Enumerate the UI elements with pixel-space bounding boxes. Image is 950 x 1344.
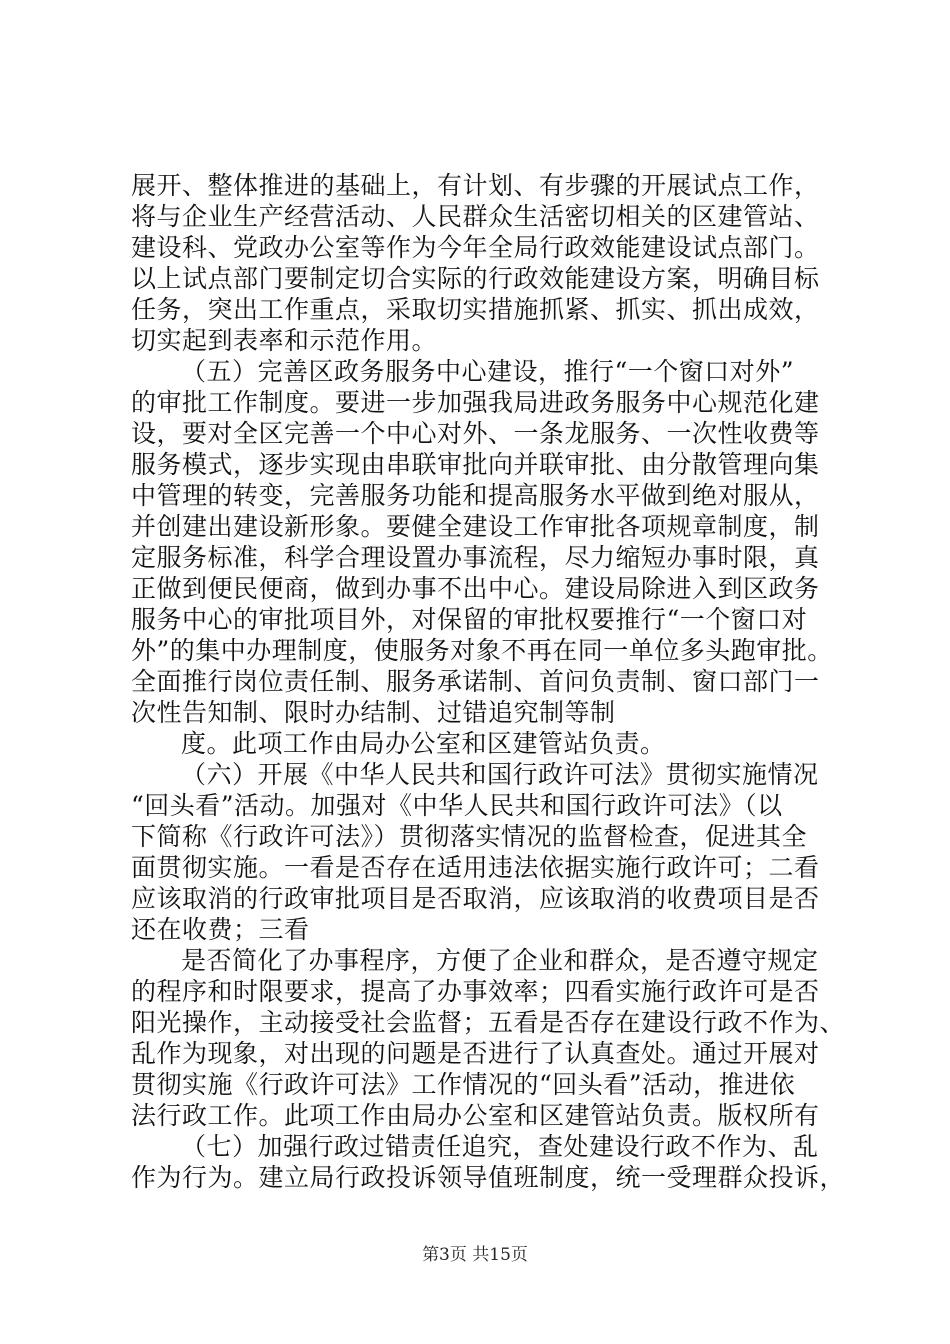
text-line: 外”的集中办理制度，使服务对象不再在同一单位多头跑审批。: [131, 636, 833, 665]
text-line: 并创建出建设新形象。要健全建设工作审批各项规章制度，制: [131, 512, 820, 541]
text-line: 定服务标准，科学合理设置办事流程，尽力缩短办事时限，真: [131, 543, 820, 572]
text-line: 服务中心的审批项目外，对保留的审批权要推行“一个窗口对: [131, 605, 808, 634]
text-line: 全面推行岗位责任制、服务承诺制、首问负责制、窗口部门一: [131, 667, 820, 696]
text-line: （六）开展《中华人民共和国行政许可法》贯彻实施情况: [181, 760, 819, 789]
document-body: [131, 170, 851, 1193]
text-line: 中管理的转变，完善服务功能和提高服务水平做到绝对服从，: [131, 481, 820, 510]
text-line: 以上试点部门要制定切合实际的行政效能建设方案，明确目标: [131, 264, 820, 293]
text-line: 展开、整体推进的基础上，有计划、有步骤的开展试点工作，: [131, 171, 820, 200]
text-line: （七）加强行政过错责任追究，查处建设行政不作为、乱: [181, 1132, 819, 1161]
text-line: 下简称《行政许可法》）贯彻落实情况的监督检查，促进其全: [131, 822, 808, 851]
text-line: “回头看”活动。加强对《中华人民共和国行政许可法》（以: [131, 791, 783, 820]
text-line: 阳光操作，主动接受社会监督；五看是否存在建设行政不作为、: [131, 1008, 846, 1037]
text-line: 还在收费；三看: [131, 915, 310, 944]
text-line: 乱作为现象，对出现的问题是否进行了认真查处。通过开展对: [131, 1039, 820, 1068]
text-line: 设，要对全区完善一个中心对外、一条龙服务、一次性收费等: [131, 419, 820, 448]
text-line: 建设科、党政办公室等作为今年全局行政效能建设试点部门。: [131, 233, 820, 262]
text-line: 的审批工作制度。要进一步加强我局进政务服务中心规范化建: [131, 388, 820, 417]
text-line: 贯彻实施《行政许可法》工作情况的“回头看”活动，推进依: [131, 1070, 796, 1099]
text-line: （五）完善区政务服务中心建设，推行“一个窗口对外”: [181, 357, 795, 386]
page-footer: 第3页 共15页: [422, 1245, 528, 1265]
text-line: 是否简化了办事程序，方便了企业和群众，是否遵守规定: [181, 946, 819, 975]
text-line: 面贯彻实施。一看是否存在适用违法依据实施行政许可；二看: [131, 853, 820, 882]
text-line: 的程序和时限要求，提高了办事效率；四看实施行政许可是否: [131, 977, 820, 1006]
text-line: 任务，突出工作重点，采取切实措施抓紧、抓实、抓出成效，: [131, 295, 820, 324]
text-line: 正做到便民便商，做到办事不出中心。建设局除进入到区政务: [131, 574, 820, 603]
text-line: 应该取消的行政审批项目是否取消，应该取消的收费项目是否: [131, 884, 820, 913]
text-line: 服务模式，逐步实现由串联审批向并联审批、由分散管理向集: [131, 450, 820, 479]
text-line: 法行政工作。此项工作由局办公室和区建管站负责。版权所有: [131, 1101, 820, 1130]
text-line: 切实起到表率和示范作用。: [131, 326, 438, 355]
text-line: 度。此项工作由局办公室和区建管站负责。: [181, 729, 666, 758]
text-line: 作为行为。建立局行政投诉领导值班制度，统一受理群众投诉，: [131, 1163, 846, 1192]
text-line: 将与企业生产经营活动、人民群众生活密切相关的区建管站、: [131, 202, 820, 231]
text-line: 次性告知制、限时办结制、过错追究制等制: [131, 698, 616, 727]
